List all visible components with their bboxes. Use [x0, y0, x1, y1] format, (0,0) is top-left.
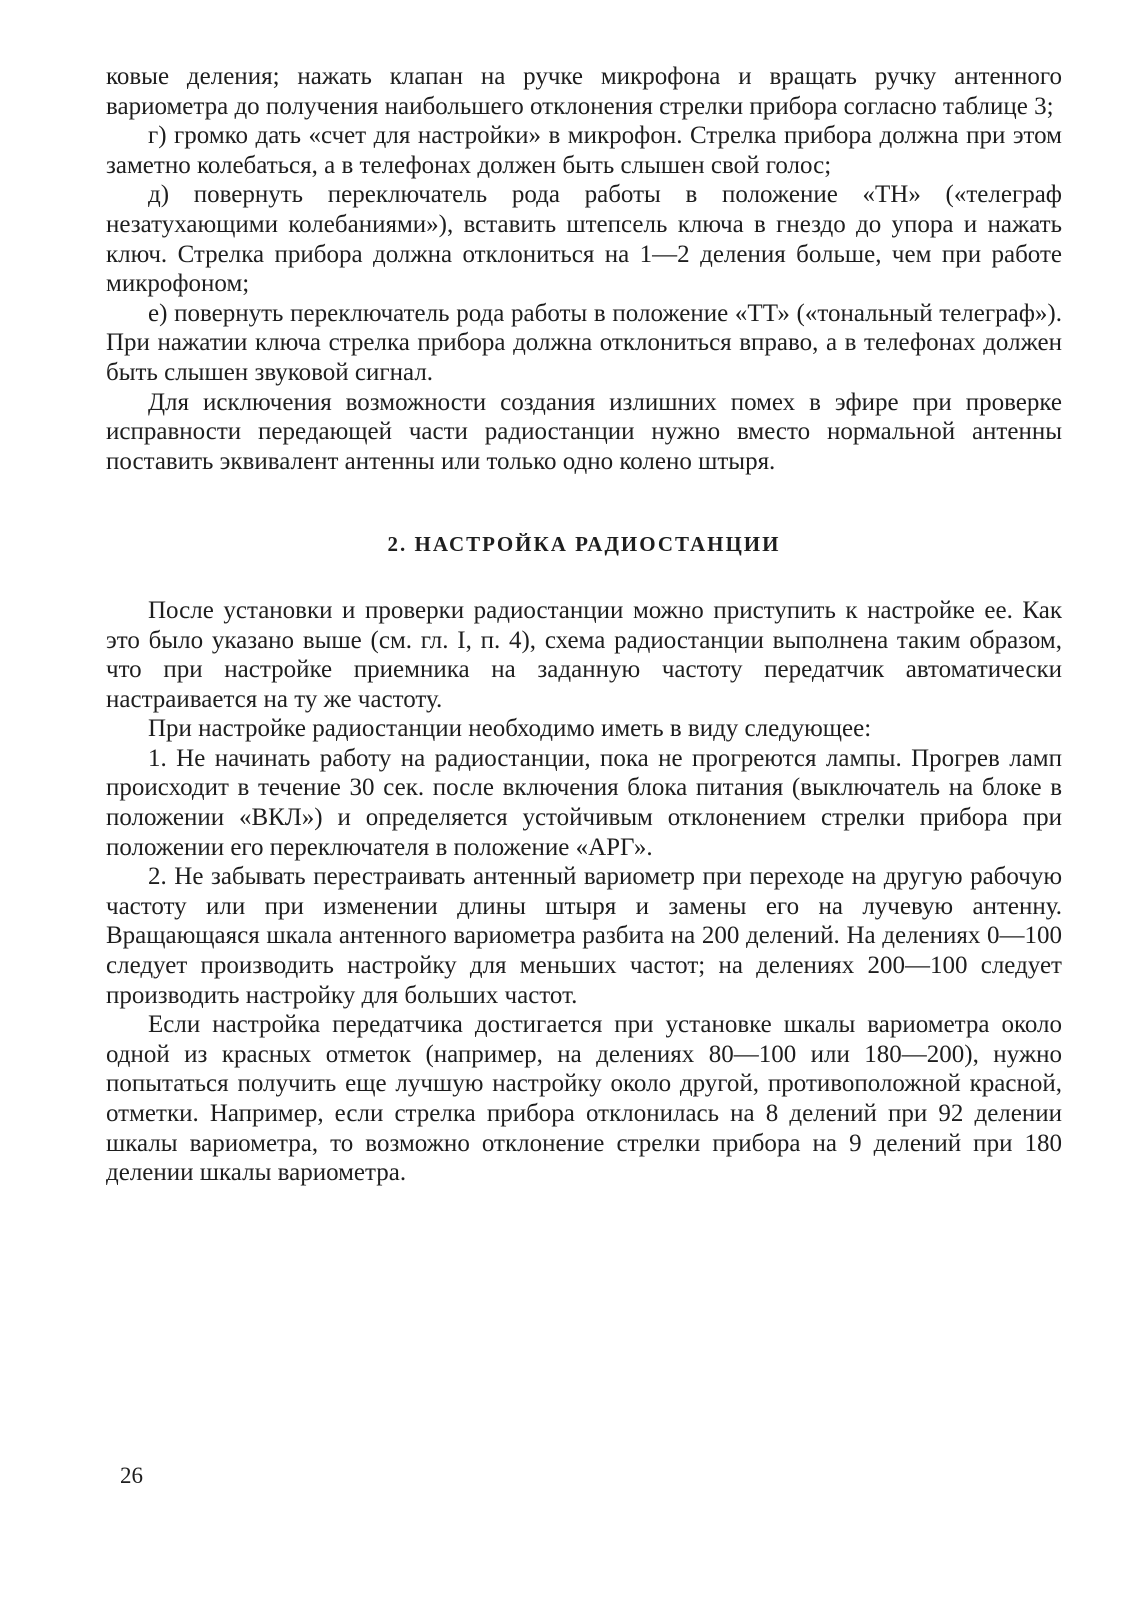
paragraph-item-e: е) повернуть переключатель рода работы в положение «ТТ» («тональный телеграф»). При нажатии ключа стрелка прибора должна отклониться вправо, а в телефонах должен быть слышен звуковой сигнал.	[106, 299, 1062, 386]
list-item-1: 1. Не начинать работу на радиостанции, пока не прогреются лампы. Прогрев ламп происходит в течение 30 сек. после включения блока питания (выключатель на блоке в положении «ВКЛ») и определяется устойчивым отклонением стрелки прибора при положении его переключателя в положение «АРГ».	[106, 744, 1062, 861]
page-body	[106, 62, 1062, 1188]
paragraph: При настройке радиостанции необходимо иметь в виду следующее:	[148, 715, 872, 743]
paragraph-item-d: д) повернуть переключатель рода работы в положение «ТН» («телеграф незатухающими колебаниями»), вставить штепсель ключа в гнездо до упора и нажать ключ. Стрелка прибора должна отклониться на 1—2 деления больше, чем при работе микрофоном;	[106, 181, 1062, 298]
paragraph: После установки и проверки радиостанции можно приступить к настройке ее. Как это было указано выше (см. гл. I, п. 4), схема радиостанции выполнена таким образом, что при настройке приемника на заданную частоту передатчик автоматически настраивается на ту же частоту.	[106, 596, 1062, 713]
paragraph: Если настройка передатчика достигается при установке шкалы вариометра около одной из красных отметок (например, на делениях 80—100 или 180—200), нужно попытаться получить еще лучшую настройку около другой, противоположной красной, отметки. Например, если стрелка прибора отклонилась на 8 делений при 92 делении шкалы вариометра, то возможно отклонение стрелки прибора на 9 делений при 180 делении шкалы вариометра.	[106, 1011, 1062, 1187]
paragraph: Для исключения возможности создания излишних помех в эфире при проверке исправности передающей части радиостанции нужно вместо нормальной антенны поставить эквивалент антенны или только одно колено штыря.	[106, 388, 1062, 475]
paragraph-item-g: г) громко дать «счет для настройки» в микрофон. Стрелка прибора должна при этом заметно колебаться, а в телефонах должен быть слышен свой голос;	[106, 122, 1062, 179]
section-heading: 2. НАСТРОЙКА РАДИОСТАНЦИИ	[387, 532, 781, 557]
list-item-2: 2. Не забывать перестраивать антенный вариометр при переходе на другую рабочую частоту или при изменении длины штыря и замены его на лучевую антенну. Вращающаяся шкала антенного вариометра разбита на 200 делений. На делениях 0—100 следует производить настройку для меньших частот; на делениях 200—100 следует производить настройку для больших частот.	[106, 863, 1062, 1009]
page-number: 26	[120, 1463, 143, 1488]
paragraph: ковые деления; нажать клапан на ручке микрофона и вращать ручку антенного вариометра до получения наибольшего отклонения стрелки прибора согласно таблице 3;	[106, 63, 1062, 120]
